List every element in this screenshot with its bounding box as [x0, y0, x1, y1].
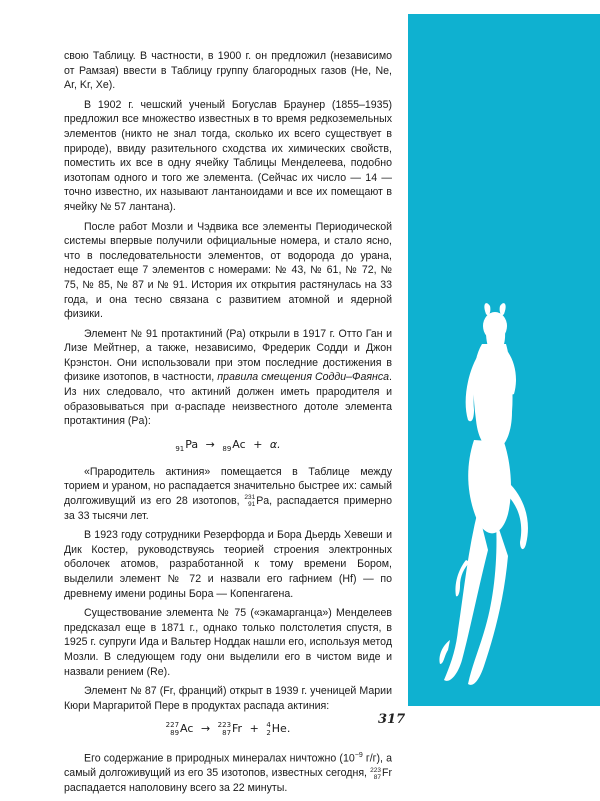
plus: + — [253, 437, 263, 451]
text-span: Его содержание в природных минералах ничтожно (10 — [84, 752, 355, 765]
page-number: 317 — [378, 712, 406, 727]
exponent: −9 — [354, 752, 363, 760]
paragraph: В 1923 году сотрудники Резерфорда и Бора Дьердь Хевеши и Дик Костер, руководствуясь теорией строения электронных оболочек атомов, разработанной к тому времени Бором, выделили элемент № 72 и назвали его гафнием (Hf) — по древнему имени родины Бора — Копенгагена. — [64, 529, 392, 600]
nuclide-ac: 89 Ac — [222, 437, 246, 453]
text-span: Элемент № 91 протактиний (Pa) открыли в 1917 г. Отто Ган и Лизе Мейтнер, а также, независимо, Фредерик Содди и Джон Крэнстон. Они использовали при этом последние достижения в физике изотопов, в частности, — [64, 327, 392, 384]
text-span: распадается наполовину всего за 22 минуты. — [64, 782, 288, 795]
paragraph: Существование элемента № 75 («экамарганца») Менделеев предсказал еще в 1871 г., однако только полстолетия спустя, в 1925 г. супруги Ида и Вальтер Ноддак нашли его, используя метод Мозли. В следующем году они выделили его в чистом виде и назвали рением (Re). — [64, 607, 392, 678]
paragraph — [64, 749, 392, 795]
arrow: → — [205, 437, 215, 451]
nuclide-ac-227: 227 89 Ac — [165, 721, 194, 738]
text-span: , распадается примерно за 33 тысячи лет. — [64, 495, 392, 522]
nuclide-he-4: 4 2 He. — [266, 721, 291, 738]
paragraph: В 1902 г. чешский ученый Богуслав Браунер (1855–1935) предложил все множество известных в то время редкоземельных элементов (никто не знал тогда, сколько их всего существует в природе), ввиду разительного сходства их химических свойств, поместить их все в одну ячейку Таблицы Менделеева, подобно изотопам одного и того же элемента. (Сейчас их число — 14 — точно известно, их называют лантаноидами и все их помещают в ячейку № 57 лантана). — [64, 98, 392, 213]
paragraph: После работ Мозли и Чэдвика все элементы Периодической системы впервые получили официальные номера, и стало ясно, что в последовательности элементов, от водорода до урана, недостает еще 7 элементов с номерами: № 43, № 61, № 72, № 75, № 85, № 87 и № 91. История их открытия растянулась на 33 года, и она тесно связана с развитием атомной и ядерной физики. — [64, 220, 392, 321]
paragraph: свою Таблицу. В частности, в 1900 г. он предложил (независимо от Рамзая) ввести в Таблицу группу благородных газов (He, Ne, Ar, Kr, Xe). — [64, 50, 392, 92]
arrow: → — [200, 722, 211, 736]
isotope-pa-231: 231 91 — [244, 494, 256, 509]
element-symbol: Fr — [382, 767, 392, 780]
decorative-sidebar — [408, 14, 600, 706]
text-span: . Из них следовало, что актиний должен иметь прародителя и образовываться при α-распаде неизвестного дотоле элемента протактиния (Pa): — [64, 371, 392, 428]
centaur-silhouette-icon — [428, 300, 538, 700]
paragraph: Элемент № 87 (Fr, франций) открыт в 1939 г. ученицей Марии Кюри Маргаритой Пере в продуктах распада актиния: — [64, 685, 392, 712]
decay-formula-pa — [64, 434, 392, 456]
plus: + — [249, 722, 259, 736]
text-span: «Прародитель актиния» помещается в Таблице между торием и ураном, но распадается значительно быстрее их: самый долгоживущий из его 28 изотопов, — [64, 465, 392, 508]
isotope-fr-223: 223 87 — [370, 766, 381, 781]
italic-term: правила смещения Содди–Фаянса — [217, 371, 390, 384]
decay-formula-ac — [64, 718, 392, 740]
nuclide-pa: 91 Pa — [175, 437, 199, 453]
paragraph — [64, 327, 392, 429]
alpha-particle: α. — [269, 437, 281, 451]
element-symbol: Pa — [256, 495, 270, 508]
text-span: г/г), а самый долгоживущий из его 35 изотопов, известных сегодня, — [64, 752, 393, 780]
main-text-column — [64, 49, 392, 801]
paragraph — [64, 465, 392, 523]
nuclide-fr-223: 223 87 Fr — [217, 721, 243, 738]
